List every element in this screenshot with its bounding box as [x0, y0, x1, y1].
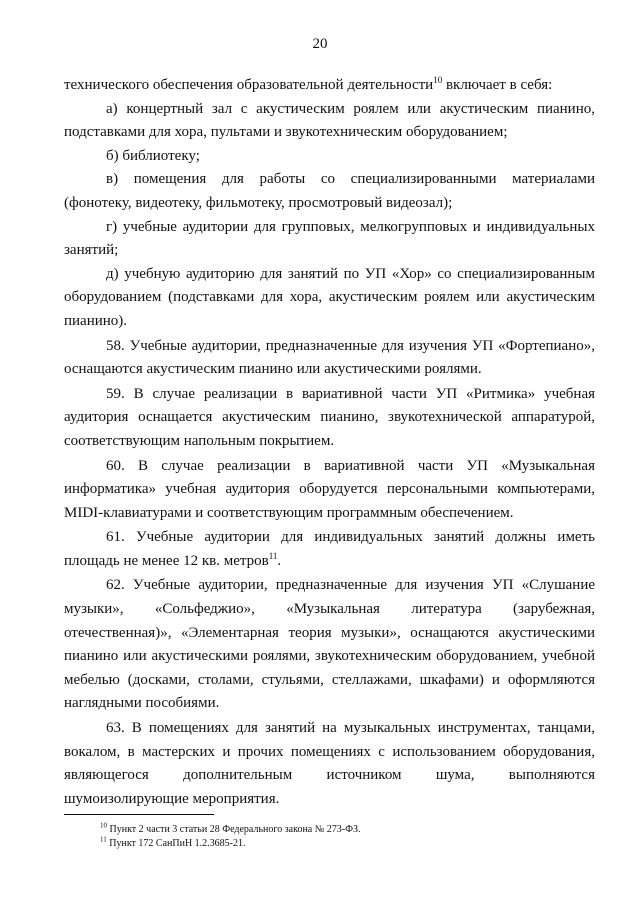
paragraph-60: 60. В случае реализации в вариативной части УП «Музыкальная информатика» учебная аудитория оборудуется персональными компьютерами, MIDI-клавиатурами и соответствующим программным обеспечением. [64, 457, 595, 521]
paragraph-61 [64, 526, 595, 573]
paragraph-text: 61. Учебные аудитории для индивидуальных занятий должны иметь площадь не менее 12 кв. метров [64, 529, 595, 569]
footnote-11 [100, 837, 580, 851]
footnote-ref: 11 [268, 550, 278, 561]
footnote-10 [100, 823, 580, 837]
paragraph-63: 63. В помещениях для занятий на музыкальных инструментах, танцами, вокалом, в мастерских и прочих помещениях с использованием оборудования, являющегося дополнительным источником шума, выполняются шумоизолирующие мероприятия. [64, 720, 595, 807]
page-number: 20 [312, 36, 328, 52]
paragraph-58: 58. Учебные аудитории, предназначенные для изучения УП «Фортепиано», оснащаются акустическим пианино или акустическими роялями. [64, 337, 595, 378]
paragraph-item-g: г) учебные аудитории для групповых, мелкогрупповых и индивидуальных занятий; [64, 218, 595, 259]
paragraph-tail: включает в себя: [442, 77, 553, 93]
paragraph-text: технического обеспечения образовательной деятельности [64, 77, 434, 93]
paragraph-intro [64, 74, 595, 98]
paragraph-item-v: в) помещения для работы со специализированными материалами (фонотеку, видеотеку, фильмотеку, просмотровый видеозал); [64, 171, 595, 211]
paragraph-item-d: д) учебную аудиторию для занятий по УП «Хор» со специализированным оборудованием (подставками для хора, акустическим роялем или акустическим пианино). [64, 265, 595, 329]
footnote-text: Пункт 172 СанПиН 1.2.3685-21. [106, 838, 246, 849]
paragraph-item-b: б) библиотеку; [106, 147, 200, 164]
paragraph-tail: . [277, 552, 282, 569]
paragraph-item-a: а) концертный зал с акустическим роялем или акустическим пианино, подставками для хора, пультами и звукотехническим оборудованием; [64, 100, 595, 141]
footnote-text: Пункт 2 части 3 статьи 28 Федерального закона № 273-ФЗ. [107, 824, 361, 835]
footnote-mark: 10 [100, 821, 107, 830]
paragraph-62: 62. Учебные аудитории, предназначенные для изучения УП «Слушание музыки», «Сольфеджио», «Музыкальная литература (зарубежная, отечественная)», «Элементарная теория музыки», оснащаются акустическими пианино или акустическими роялями, звукотехническим оборудованием, учебной мебелью (досками, столами, стульями, стеллажами, шкафами) и оформляются наглядными пособиями. [64, 577, 595, 712]
footnote-ref: 10 [433, 75, 443, 85]
footnote-mark: 11 [100, 835, 107, 844]
footnotes [100, 823, 580, 851]
body-text [64, 74, 595, 811]
footnote-separator [64, 814, 214, 815]
paragraph-59: 59. В случае реализации в вариативной части УП «Ритмика» учебная аудитория оснащается акустическим пианино, звукотехнической аппаратурой, соответствующим напольным покрытием. [64, 385, 595, 449]
